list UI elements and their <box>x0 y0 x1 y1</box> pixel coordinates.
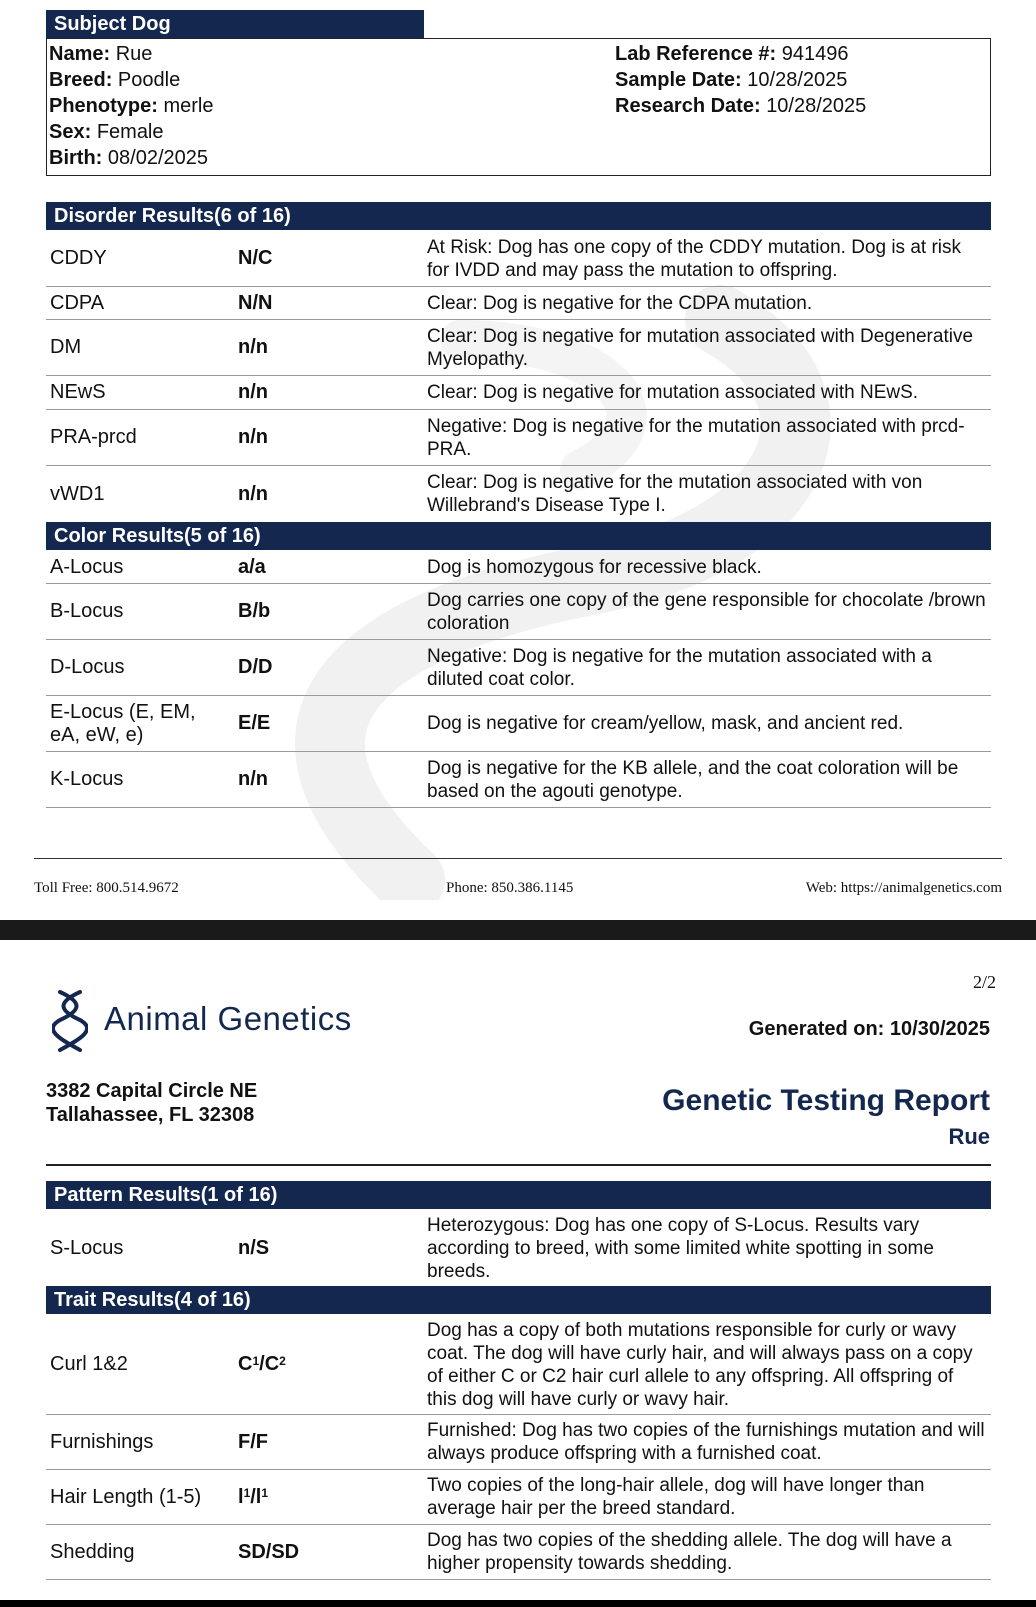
table-row <box>46 376 991 410</box>
genotype: D/D <box>238 656 273 678</box>
color-results-header: Color Results(5 of 16) <box>46 522 991 550</box>
table-row <box>46 640 991 696</box>
result-text: Dog has a copy of both mutations responsible for curly or wavy coat. The dog will have curly hair, and will always pass on a copy of either C or C2 hair curl allele to any offspring. All offspring of this dog will have curly or wavy hair. <box>427 1319 973 1410</box>
genotype: n/n <box>238 426 268 448</box>
test-name: PRA-prcd <box>50 426 137 448</box>
website-link[interactable]: Web: https://animalgenetics.com <box>805 880 1002 896</box>
table-row <box>46 1315 991 1415</box>
company-name: Animal Genetics <box>104 1000 352 1037</box>
table-row <box>46 551 991 584</box>
result-text: Clear: Dog is negative for mutation associated with NEwS. <box>427 382 919 403</box>
result-text: Dog has two copies of the shedding allele. The dog will have a higher propensity towards shedding. <box>427 1530 952 1574</box>
result-text: Two copies of the long-hair allele, dog will have longer than average hair per the breed standard. <box>427 1475 925 1519</box>
page-number: 2/2 <box>972 972 996 992</box>
pattern-results-header: Pattern Results(1 of 16) <box>46 1181 991 1209</box>
result-text: Negative: Dog is negative for the mutation associated with a diluted coat color. <box>427 645 932 690</box>
table-row <box>46 1525 991 1580</box>
test-name: Shedding <box>50 1540 135 1563</box>
address-line-2: Tallahassee, FL 32308 <box>46 1104 255 1126</box>
page-separator <box>0 920 1036 940</box>
genotype: E/E <box>238 712 271 734</box>
result-text: Dog is homozygous for recessive black. <box>427 556 762 578</box>
phone-number: Phone: 850.386.1145 <box>446 880 574 896</box>
name-field: Name: Rue <box>49 43 153 65</box>
test-name: E-Locus (E, EM, eA, eW, e) <box>50 700 196 746</box>
result-text: Dog is negative for cream/yellow, mask, and ancient red. <box>427 713 904 734</box>
dna-helix-logo-icon <box>52 988 88 1054</box>
table-row <box>46 752 991 808</box>
result-text: Dog is negative for the KB allele, and the coat coloration will be based on the agouti genotype. <box>427 757 959 802</box>
result-text: Furnished: Dog has two copies of the furnishings mutation and will always produce offspring with a furnished coat. <box>427 1420 985 1464</box>
genotype: n/S <box>238 1236 270 1259</box>
genotype: B/b <box>238 600 271 622</box>
genotype: a/a <box>238 555 266 578</box>
address-line-1: 3382 Capital Circle NE <box>46 1080 258 1102</box>
sex-field: Sex: Female <box>49 121 164 143</box>
report-page-2 <box>0 940 1036 1600</box>
genotype: C $^1$ /C $^2$ <box>238 1353 286 1375</box>
genotype: n/n <box>238 482 268 505</box>
table-row <box>46 1210 991 1286</box>
header-divider <box>46 1164 991 1166</box>
table-row <box>46 696 991 752</box>
subject-info-box <box>46 38 991 176</box>
genotype: N/N <box>238 291 273 314</box>
table-row <box>46 466 991 522</box>
research-date-field: Research Date: 10/28/2025 <box>615 95 867 117</box>
footer-divider <box>34 858 1002 859</box>
result-text: Dog carries one copy of the gene responsible for chocolate /brown coloration <box>427 589 986 634</box>
lab-reference-field: Lab Reference #: 941496 <box>615 43 849 65</box>
result-text: Clear: Dog is negative for the mutation associated with von Willebrand's Disease Type I. <box>427 472 923 516</box>
subject-dog-header: Subject Dog <box>46 10 424 38</box>
test-name: vWD1 <box>50 482 105 505</box>
genotype: N/C <box>238 247 273 269</box>
result-text: Heterozygous: Dog has one copy of S-Locus. Results vary according to breed, with some limited white spotting in some breeds. <box>427 1214 934 1282</box>
result-text: Clear: Dog is negative for mutation associated with Degenerative Myelopathy. <box>427 325 974 370</box>
test-name: NEwS <box>50 381 106 403</box>
table-row <box>46 410 991 466</box>
report-title: Genetic Testing Report <box>662 1084 990 1117</box>
sample-date-field: Sample Date: 10/28/2025 <box>615 69 848 91</box>
result-text: At Risk: Dog has one copy of the CDDY mutation. Dog is at risk for IVDD and may pass the mutation to offspring. <box>427 236 961 281</box>
test-name: A-Locus <box>50 555 124 578</box>
genotype: n/n <box>238 381 268 403</box>
table-row <box>46 287 991 320</box>
table-row <box>46 320 991 376</box>
table-row <box>46 1415 991 1470</box>
generated-date: Generated on: 10/30/2025 <box>748 1018 990 1040</box>
breed-field: Breed: Poodle <box>49 69 181 91</box>
genotype: n/n <box>238 768 268 790</box>
result-text: Negative: Dog is negative for the mutation associated with prcd-PRA. <box>427 415 965 460</box>
test-name: D-Locus <box>50 656 125 678</box>
test-name: K-Locus <box>50 768 124 790</box>
report-dog-name: Rue <box>948 1124 990 1149</box>
table-row <box>46 231 991 287</box>
test-name: B-Locus <box>50 600 124 622</box>
test-name: Curl 1&2 <box>50 1353 128 1375</box>
test-name: CDDY <box>50 247 107 269</box>
bottom-edge <box>0 1600 1036 1607</box>
test-name: CDPA <box>50 291 105 314</box>
test-name: Furnishings <box>50 1430 154 1453</box>
genotype: SD/SD <box>238 1540 300 1563</box>
table-row <box>46 1470 991 1525</box>
genotype: F/F <box>238 1430 268 1453</box>
genotype: l $^1$ /l $^1$ <box>238 1485 269 1508</box>
phenotype-field: Phenotype: merle <box>49 95 214 117</box>
disorder-results-header: Disorder Results(6 of 16) <box>46 202 991 230</box>
table-row <box>46 584 991 640</box>
trait-results-header: Trait Results(4 of 16) <box>46 1286 991 1314</box>
genotype: n/n <box>238 336 268 358</box>
birth-field: Birth: 08/02/2025 <box>49 147 208 169</box>
result-text: Clear: Dog is negative for the CDPA mutation. <box>427 292 813 314</box>
test-name: Hair Length (1-5) <box>50 1485 202 1508</box>
toll-free-number: Toll Free: 800.514.9672 <box>34 880 179 896</box>
test-name: DM <box>50 336 82 358</box>
test-name: S-Locus <box>50 1236 124 1259</box>
